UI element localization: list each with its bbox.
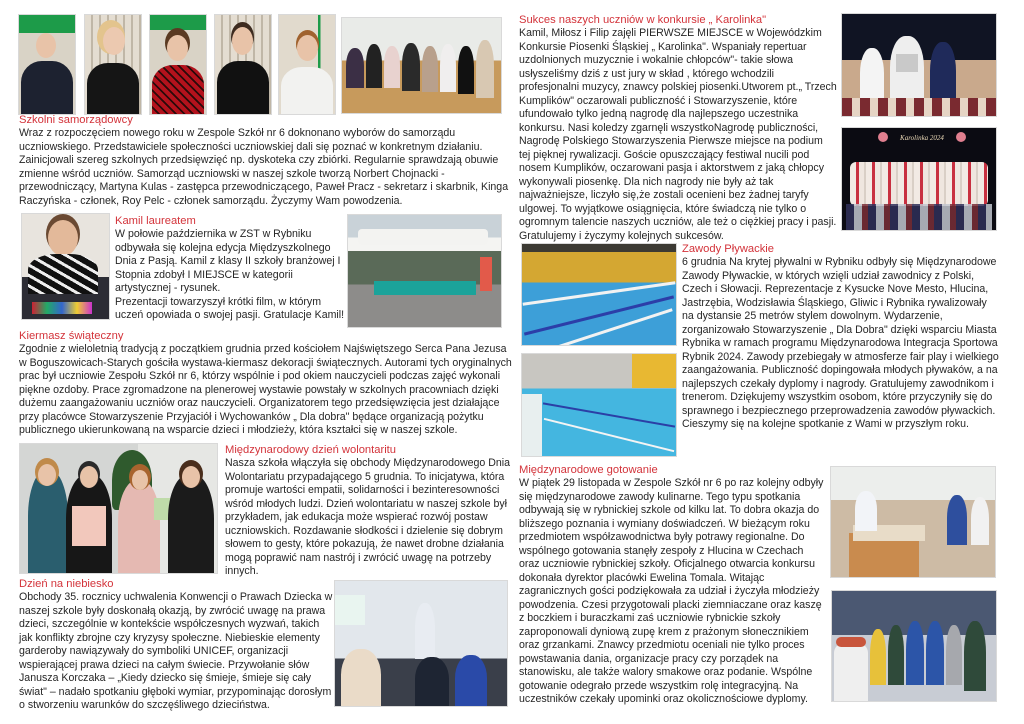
paragraph-line: wśród młodych ludzi. Dzień wolontariatu w naszej szkole był: [225, 497, 508, 510]
paragraph-line: trenerom. Dziękujemy wszystkim osobom, które przyczyniły się do: [682, 391, 993, 403]
paragraph-line: zorganizowało Stowarzyszenie „ Dla Dobra" dzięki wsparciu Miasta: [682, 323, 997, 336]
paragraph-line: publicznego ukierunkowaną na wsparcie dzieci i młodzieży, która kształci się w naszej szkole.: [19, 424, 458, 436]
paragraph-line: przykładem, jak edukacja może wspierać rozwój postaw: [225, 511, 488, 523]
paragraph-line: przewodniczący, Martyna Kulas - zastępca przewodniczącego, Paweł Pracz - sekretarz i skarbnik, Kinga: [19, 181, 509, 193]
paragraph-line: nosem Kumplików, oczarowani pasja i aktorstwem z jaką chłopcy: [519, 162, 824, 174]
paragraph-line: Kamil, Miłosz i Filip zajęli PIERWSZE MIEJSCE w Wojewódzkim: [519, 27, 822, 39]
paragraph-line: wykonywali piosenkę. Dla nich nagrody nie były aż tak: [519, 175, 774, 188]
paragraph-line: odbywała się kolejna edycja Międzyszkolnego: [115, 241, 331, 254]
paragraph-line: Gratulujemy i życzymy kolejnych sukcesów.: [519, 229, 724, 242]
paragraph-line: dużemu zaangażowaniu uczniów oraz nauczycieli. Organizatorem tego przedsięwzięcia jest działające: [19, 397, 500, 409]
heading-dzien-wolontariatu: Międzynarodowy dzień wolontaritu: [225, 444, 397, 456]
text-miedzynarodowe-gotowanie: [519, 477, 829, 707]
paragraph-line: promuje wartości empatii, solidarności i bezinteresowności: [225, 484, 500, 496]
text-szkolni-samorzadowcy: [19, 127, 509, 208]
text-sukces-karolinka: [519, 27, 839, 243]
paragraph-line: świat" – nadało spotkaniu głęboki wymiar, przypominając dorosłym: [19, 685, 332, 698]
paragraph-line: profesjonalni muzycy, znawcy polskiej piosenki.Utworem pt.„ Trzech: [519, 81, 837, 93]
paragraph-line: Rybnik 2024. Zawody przebiegały w atmosferze fair play i wielkiego: [682, 350, 999, 363]
paragraph-line: uczniowskich. Rozdawanie słodkości i dzielenie się dobrym: [225, 524, 503, 537]
paragraph-line: Janusza Korczaka – „Kiedy dziecko się śmieje, śmieje się cały: [19, 672, 312, 684]
heading-miedzynarodowe-gotowanie: Międzynarodowe gotowanie: [519, 464, 658, 476]
paragraph-line: Dnia z Pasją. Kamil z klasy II szkoły branżowej I: [115, 255, 341, 267]
photo-student-portrait-3: [149, 14, 207, 115]
paragraph-line: Jastrzębia, Wodzisławia Śląskiego, Gliwic i Rybnika rywalizowały: [682, 296, 987, 309]
paragraph-line: Kumplików" oczarowali publiczność i Stowarzyszenie, które: [519, 94, 798, 107]
paragraph-line: z boczkiem i buraczkami zaś uczniowie rybnickie szkoły: [519, 612, 781, 624]
paragraph-line: wspólnego gotowania stanęły zespoły z Hlucina w Czechach: [519, 544, 804, 557]
photo-samorzad-group: [341, 17, 502, 114]
paragraph-line: wspierającej prawa dzieci na całym świecie. Przywołanie słów: [19, 658, 310, 671]
paragraph-line: Stopnia zdobył I MIEJSCE w kategorii: [115, 268, 293, 281]
paragraph-line: ulgowej. To wyjątkowe osiągnięcia, które świadczą nie tylko o: [519, 202, 807, 215]
text-kamil-laureatem: [115, 228, 345, 323]
heading-dzien-na-niebiesko: Dzień na niebiesko: [19, 578, 114, 590]
photo-student-portrait-4: [214, 14, 272, 115]
heading-sukces-karolinka: Sukces naszych uczniów w konkursie „ Karolinka": [519, 14, 767, 26]
paragraph-line: bliższego poznania i wymiany doświadczeń. W bieżącym roku: [519, 517, 810, 530]
paragraph-line: przy placówce Stowarzyszenie Przyjaciół i Wychowanków „ Dla dobra" będące organizacją pożytku: [19, 410, 484, 423]
paragraph-line: Konkursie Piosenki Śląskiej „ Karolinka". Wspaniały repertuar: [519, 40, 807, 53]
text-zawody-plywackie: [682, 256, 1022, 432]
paragraph-line: powstawania dania, organizacje pracy czy porządek na: [519, 652, 779, 665]
paragraph-line: Zawody Pływackie, w których wzięli udział zawodnicy z Polski,: [682, 269, 975, 282]
paragraph-line: Zgodnie z wieloletnią tradycją z początkiem grudnia przed kościołem Najświętszego Serca Pana Jezusa: [19, 343, 507, 355]
paragraph-line: innych.: [225, 565, 259, 577]
paragraph-line: jak konflikty zbrojne czy kryzysy społeczne. Niebieskie elementy: [19, 631, 320, 644]
paragraph-line: artystycznej - rysunek.: [115, 282, 221, 294]
paragraph-line: dokonała dyrektor placówki Ewelina Tomala. Witając: [519, 571, 765, 584]
paragraph-line: powodzenia. Czesi przygotowali placki ziemniaczane oraz kaszę: [519, 598, 822, 611]
paragraph-line: ufundowało tylko jedną nagrodę dla najlepszego uczestnika: [519, 108, 799, 120]
paragraph-line: Czech i Słowacji. Reprezentacje z Kysucke Nove Mesto, Hlucina,: [682, 283, 989, 295]
photo-cooking-group: [831, 590, 997, 702]
photo-kiermasz-stall: [347, 214, 502, 328]
paragraph-line: W połowie października w ZST w Rybniku: [115, 228, 312, 240]
paragraph-line: konkursu. Nasi koledzy zgarnęli wszystkoNagrodę publiczności,: [519, 121, 819, 134]
paragraph-line: Raczyńska - członek, Roy Pelc - członek samorządu. Życzymy Wam powodzenia.: [19, 194, 403, 207]
paragraph-line: garderoby nawiązywały do symboliki UNICEF, organizacji: [19, 645, 289, 657]
photo-student-portrait-5: [278, 14, 336, 115]
paragraph-line: zagranicznych gości podziękowała za udział i życzyła młodzieży: [519, 585, 820, 597]
paragraph-line: prac był uczniowie Zespołu Szkół nr 6, którzy wspólnie i pod okiem nauczycieli podczas zajęć wykonali: [19, 370, 501, 382]
paragraph-line: o stworzeniu warunków do szczęśliwego dzieciństwa.: [19, 699, 270, 711]
paragraph-line: ogromnym talencie naszych uczniów, ale też o ciężkiej pracy i pasji.: [519, 216, 837, 228]
paragraph-line: uczniowskiego. Przedstawiciele społeczności uczniowskiej dali się poznać w konkretnym działaniu.: [19, 140, 483, 153]
paragraph-line: uzdolnionych muzycznie i wokalnie chłopców"- takie słowa: [519, 54, 794, 66]
paragraph-line: usłyszeliśmy dziś z ust jury w skład , którego wchodzili: [519, 67, 774, 80]
paragraph-line: sprawnego i bezpiecznego przeprowadzenia zawodów pływackich.: [682, 404, 996, 417]
paragraph-line: najważniejsze, liczyło się,że zostali ocenieni bez żadnej taryfy: [519, 189, 809, 201]
paragraph-line: na dystansie 25 metrów stylem dowolnym. Wydarzenie,: [682, 310, 943, 322]
photo-student-portrait-2: [84, 14, 142, 115]
paragraph-line: zaangażowania. Publiczność dopingowała młodych pływaków, a na: [682, 364, 998, 376]
paragraph-line: stanowisku, ale także walory smakowe oraz podanie. Wspólne: [519, 666, 813, 678]
photo-swimming-pool-2: [521, 353, 677, 457]
paragraph-line: przedmiotem współzawodnictwa były potrawy regionalne. Do: [519, 531, 805, 543]
paragraph-line: słowem to gesty, które pokazują, że nawet drobne działania: [225, 538, 504, 550]
text-dzien-wolontariatu: [225, 457, 510, 579]
paragraph-line: naszej szkole były doskonałą okazją, by zwrócić uwagę na prawa: [19, 604, 326, 617]
paragraph-line: Prezentacji towarzyszył krótki film, w którym: [115, 295, 322, 308]
paragraph-line: najlepszych czekały dyplomy i nagrody. Gratulujemy zawodnikom i: [682, 377, 994, 390]
paragraph-line: Nagrodę Polskiego Stowarzyszenia Pierwsze miejsce na podium: [519, 135, 823, 147]
photo-student-portrait-1: [18, 14, 76, 115]
paragraph-line: W piątek 29 listopada w Zespole Szkół nr 6 po raz kolejny odbyły: [519, 477, 824, 489]
paragraph-line: w Boguszowicach-Starych gościła wystawa-kiermasz dekoracji świątecznych. Autorami tych oryginalnych: [19, 356, 512, 369]
paragraph-line: oraz grzankami. Znawcy przedmiotu oceniali nie tylko proces: [519, 639, 805, 651]
heading-kamil-laureatem: Kamil laureatem: [115, 215, 196, 227]
heading-kiermasz-swiateczny: Kiermasz świąteczny: [19, 330, 124, 342]
paragraph-line: odbywają się w rybnickiej szkole od kilku lat. To dobra okazja do: [519, 504, 820, 516]
paragraph-line: zmienne wśród uczniów. Samorząd uczniowski w naszej szkole tworzą Norbert Chojnacki -: [19, 167, 445, 180]
paragraph-line: dzieci, szczególnie w kontekście współczesnych wyzwań, takich: [19, 618, 320, 630]
photo-swimming-pool-1: [521, 243, 677, 346]
photo-karolinka-performance: [841, 13, 997, 117]
paragraph-line: Zainicjowali szereg szkolnych przedsięwzięć np. dyskoteka czy zbiórki. Regularnie sprawdzają obuwie: [19, 154, 499, 166]
paragraph-line: gotowanie odegrało przede wszystkim rolę integracyjną. Na: [519, 679, 799, 692]
photo-dzien-na-niebiesko-classroom: [334, 580, 508, 707]
paragraph-line: Nasza szkoła włączyła się obchody Międzynarodowego Dnia: [225, 457, 510, 469]
text-kiermasz-swiateczny: [19, 343, 514, 438]
paragraph-line: Obchody 35. rocznicy uchwalenia Konwencji o Prawach Dziecka w: [19, 591, 333, 603]
paragraph-line: Cieszymy się na kolejne spotkanie z Wami w przyszłym roku.: [682, 418, 969, 430]
photo-cooking-kitchen: [830, 466, 996, 578]
paragraph-line: tej pięknej rywalizacji. Goście opuszczający festiwal nucili pod: [519, 148, 810, 161]
karolinka-banner: Karolinka 2024: [900, 134, 944, 142]
paragraph-line: oraz uczniowie rybnickiej szkoły. Oficjalnego otwarcia konkursu: [519, 558, 815, 570]
paragraph-line: się międzynarodowe zawody kulinarne. Tego typu spotkania: [519, 490, 801, 503]
paragraph-line: Wraz z rozpoczęciem nowego roku w Zespole Szkół nr 6 doknonano wyborów do samorządu: [19, 127, 456, 139]
paragraph-line: uczeń opowiada o swojej pasji. Gratulacje Kamil!: [115, 309, 345, 321]
heading-szkolni-samorzadowcy: Szkolni samorządowcy: [19, 114, 133, 126]
paragraph-line: Wolontariatu przypadającego 5 grudnia. To inicjatywa, która: [225, 470, 505, 483]
paragraph-line: mogą poprawić nam nastrój i zwrócić uwagę na potrzeby: [225, 551, 492, 564]
paragraph-line: Rybnika w ramach programu Międzynarodowa Integracja Sportowa: [682, 337, 998, 349]
paragraph-line: zaproponowali dyniową zupę krem z prażonym słonecznikiem: [519, 625, 809, 638]
photo-karolinka-stage-group: [841, 127, 997, 231]
photo-wolontariat-group: [19, 443, 218, 574]
photo-kamil-drawing: [21, 213, 110, 320]
paragraph-line: piękne ozdoby. Prace zgromadzone na plenerowej wystawie powstały w szkolnych pracowniach dzięki: [19, 383, 499, 396]
heading-zawody-plywackie: Zawody Pływackie: [682, 243, 775, 255]
text-dzien-na-niebiesko: [19, 591, 339, 713]
paragraph-line: 6 grudnia Na krytej pływalni w Rybniku odbyły się Międzynarodowe: [682, 256, 997, 268]
paragraph-line: uczestników czekały upominki oraz okolicznościowe dyplomy.: [519, 693, 808, 705]
